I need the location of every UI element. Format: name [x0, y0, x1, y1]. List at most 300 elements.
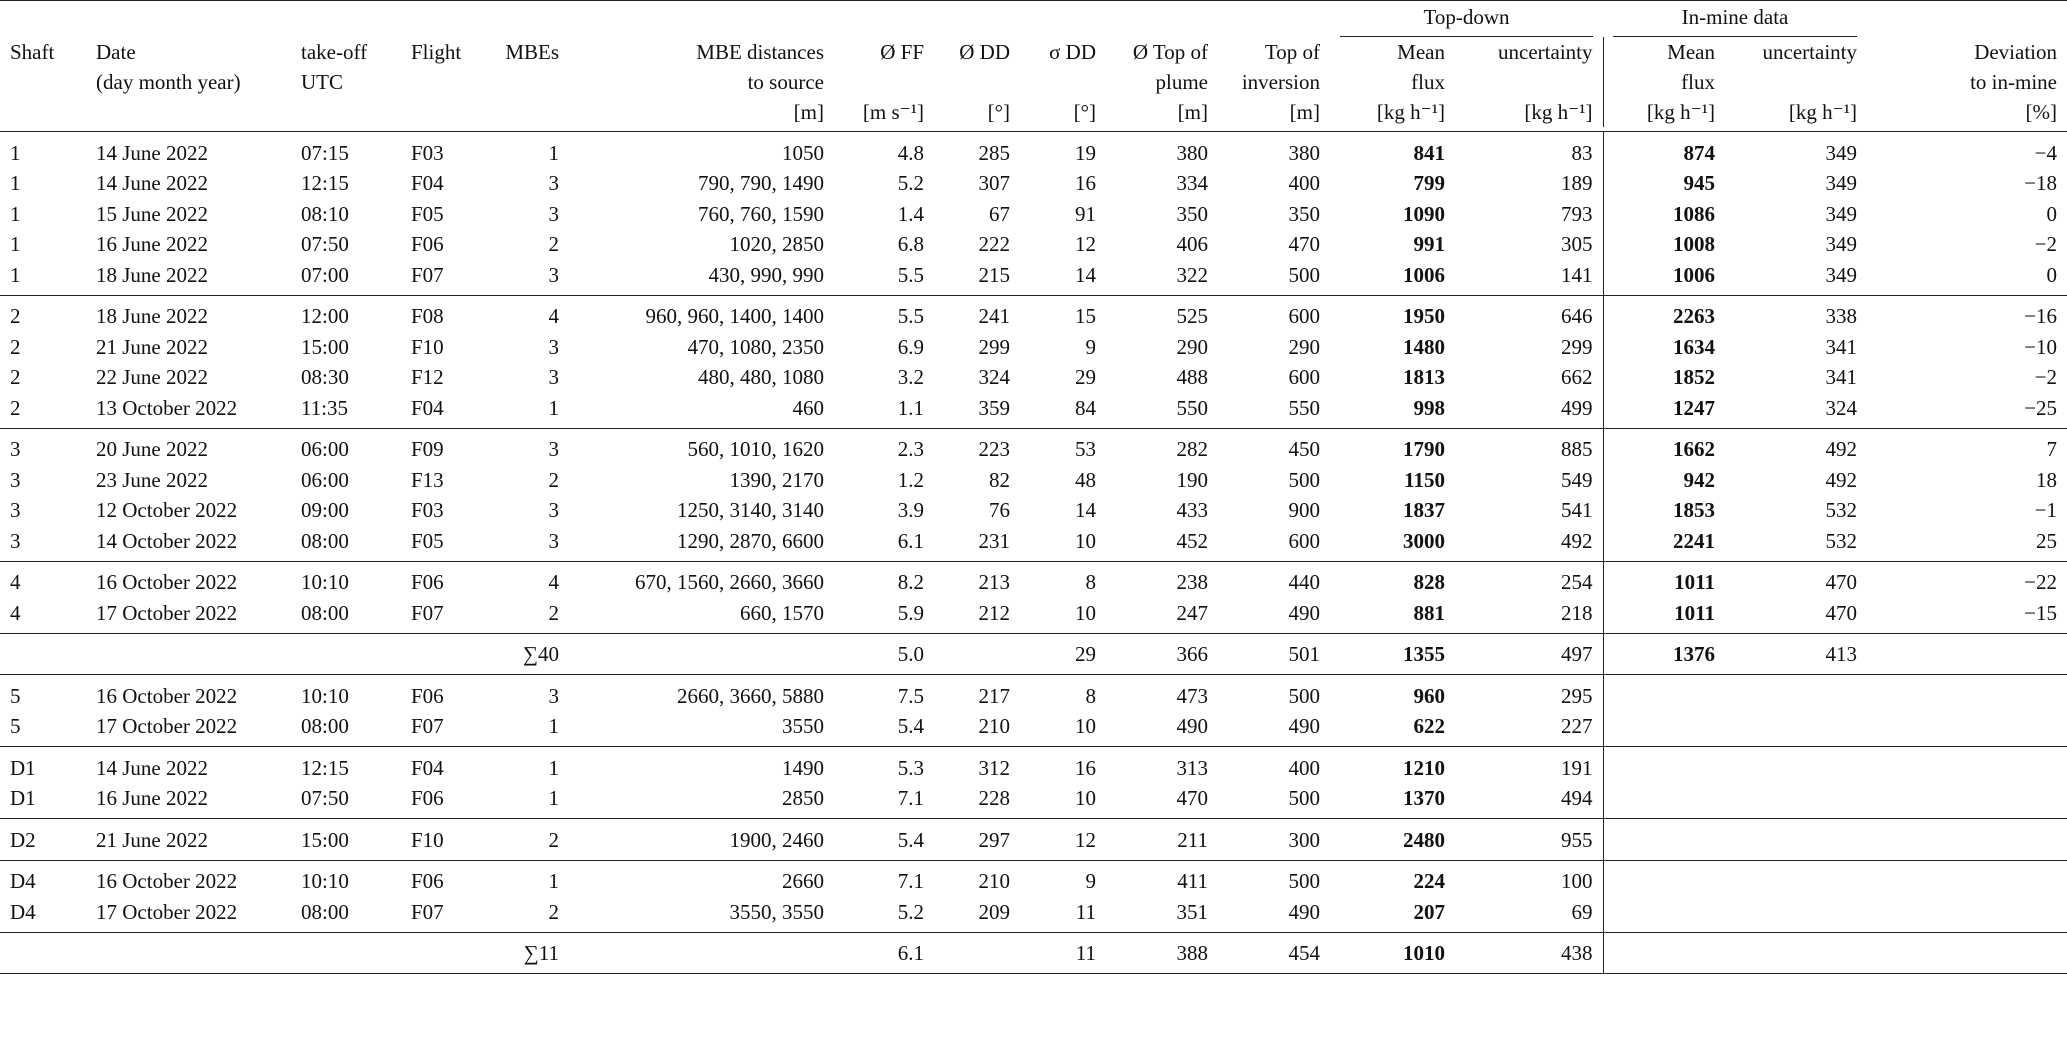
cell-deviation	[1867, 897, 2067, 932]
cell-deviation	[1867, 784, 2067, 819]
cell-sigma-dd: 14	[1075, 262, 1096, 287]
cell-sigma-dd: 9	[1085, 334, 1096, 359]
cell-im-uncertainty: 349	[1825, 140, 1857, 165]
header-mbe-distances-line1: MBE distances	[696, 40, 824, 64]
cell-flight: F04	[411, 755, 444, 780]
cell-flight: F10	[411, 334, 444, 359]
cell-im-mean-flux: 2263	[1673, 304, 1715, 329]
cell-sigma-dd: 10	[1075, 600, 1096, 625]
cell-td-uncertainty: 141	[1455, 260, 1603, 295]
cell-sigma-dd: 10	[1075, 786, 1096, 811]
cell-shaft: 4	[10, 570, 21, 595]
cell-mbes: 2	[548, 827, 559, 852]
cell-deviation	[1867, 932, 2067, 974]
table-block	[0, 428, 2067, 561]
cell-shaft: 2	[10, 304, 21, 329]
header-sigma-dd-line3: [°]	[1073, 100, 1096, 124]
header-shaft-line1: Shaft	[10, 40, 55, 64]
cell-flight: F03	[411, 498, 444, 523]
cell-td-uncertainty: 189	[1455, 169, 1603, 200]
table-row	[0, 169, 2067, 200]
cell-dd: 76	[989, 498, 1010, 523]
cell-ff: 5.2	[897, 171, 924, 196]
cell-shaft: 1	[10, 262, 21, 287]
table-row	[0, 819, 2067, 861]
table-row	[0, 526, 2067, 561]
cell-top-plume: 411	[1177, 869, 1208, 894]
cell-top-inversion: 350	[1288, 201, 1320, 226]
cell-mbes: 1	[548, 786, 559, 811]
header-deviation-line2: to in-mine	[1970, 70, 2057, 94]
cell-top-plume: 452	[1176, 528, 1208, 553]
cell-mbes: 3	[548, 365, 559, 390]
cell-im-uncertainty	[1725, 784, 1867, 819]
cell-mbe-distances: 760, 760, 1590	[698, 201, 824, 226]
cell-shaft: D4	[10, 869, 36, 894]
header-im-mean-flux-line2: flux	[1681, 70, 1715, 94]
cell-dd	[934, 932, 1020, 974]
cell-mbe-distances: 1050	[782, 140, 824, 165]
cell-im-mean-flux	[1603, 712, 1725, 747]
cell-im-mean-flux	[1603, 932, 1725, 974]
cell-date: 16 June 2022	[96, 786, 208, 811]
cell-td-mean-flux: 1370	[1403, 786, 1445, 811]
cell-ff: 7.1	[897, 869, 924, 894]
cell-ff: 7.1	[897, 786, 924, 811]
cell-im-mean-flux: 874	[1683, 140, 1715, 165]
cell-dd: 324	[978, 365, 1010, 390]
cell-takeoff: 12:15	[301, 171, 349, 196]
table-row	[0, 860, 2067, 897]
cell-date: 14 June 2022	[96, 171, 208, 196]
cell-deviation: −4	[2034, 140, 2057, 165]
cell-shaft: 1	[10, 201, 21, 226]
cell-takeoff: 12:15	[301, 755, 349, 780]
cell-deviation: 18	[2036, 467, 2057, 492]
cell-flight	[401, 932, 487, 974]
cell-date: 15 June 2022	[96, 201, 208, 226]
header-im-uncertainty-line1: uncertainty	[1762, 40, 1857, 64]
cell-date: 16 June 2022	[96, 232, 208, 257]
cell-im-mean-flux: 1852	[1673, 365, 1715, 390]
cell-im-mean-flux: 1086	[1673, 201, 1715, 226]
cell-takeoff: 09:00	[301, 498, 349, 523]
cell-td-mean-flux: 1010	[1403, 941, 1445, 966]
cell-flight: F13	[411, 467, 444, 492]
cell-im-mean-flux: 1662	[1673, 437, 1715, 462]
cell-td-mean-flux: 1950	[1403, 304, 1445, 329]
cell-dd: 307	[978, 171, 1010, 196]
cell-dd: 210	[978, 714, 1010, 739]
cell-date: 18 June 2022	[96, 262, 208, 287]
cell-sigma-dd: 14	[1075, 498, 1096, 523]
header-im-mean-flux-line1: Mean	[1667, 40, 1715, 64]
cell-td-mean-flux: 998	[1413, 395, 1445, 420]
cell-sigma-dd: 19	[1075, 140, 1096, 165]
cell-mbes: 1	[548, 714, 559, 739]
cell-dd	[934, 633, 1020, 675]
cell-im-mean-flux	[1603, 897, 1725, 932]
cell-shaft: 5	[10, 683, 21, 708]
cell-dd: 209	[978, 899, 1010, 924]
cell-takeoff: 08:30	[301, 365, 349, 390]
cell-deviation	[1867, 747, 2067, 784]
cell-td-uncertainty: 549	[1455, 465, 1603, 496]
cell-top-inversion: 500	[1288, 869, 1320, 894]
cell-im-uncertainty: 324	[1825, 395, 1857, 420]
cell-sigma-dd: 48	[1075, 467, 1096, 492]
cell-td-uncertainty: 955	[1455, 819, 1603, 861]
cell-shaft: 1	[10, 232, 21, 257]
table-row	[0, 230, 2067, 261]
cell-mbe-distances: 1250, 3140, 3140	[677, 498, 824, 523]
cell-top-plume: 406	[1176, 232, 1208, 257]
cell-flight: F04	[411, 171, 444, 196]
cell-mbes: 2	[548, 467, 559, 492]
cell-mbes: 1	[548, 755, 559, 780]
cell-takeoff: 07:50	[301, 232, 349, 257]
cell-td-uncertainty: 497	[1455, 633, 1603, 675]
cell-im-uncertainty	[1725, 712, 1867, 747]
cell-shaft: 1	[10, 140, 21, 165]
cell-top-plume: 334	[1176, 171, 1208, 196]
cell-top-inversion: 400	[1288, 171, 1320, 196]
cell-td-uncertainty: 218	[1455, 598, 1603, 633]
cell-ff: 3.9	[897, 498, 924, 523]
cell-mbe-distances: 660, 1570	[740, 600, 824, 625]
cell-deviation: −15	[2024, 600, 2057, 625]
cell-shaft	[0, 932, 86, 974]
cell-date: 14 October 2022	[96, 528, 238, 553]
cell-date	[86, 633, 291, 675]
cell-im-uncertainty: 492	[1825, 437, 1857, 462]
cell-takeoff: 10:10	[301, 570, 349, 595]
cell-takeoff: 10:10	[301, 869, 349, 894]
cell-ff: 6.8	[897, 232, 924, 257]
cell-deviation: −2	[2034, 365, 2057, 390]
cell-top-plume: 366	[1176, 642, 1208, 667]
table-row	[0, 332, 2067, 363]
cell-flight: F06	[411, 786, 444, 811]
cell-mbes: 3	[548, 201, 559, 226]
cell-im-mean-flux	[1603, 819, 1725, 861]
cell-mbe-distances: 470, 1080, 2350	[687, 334, 824, 359]
cell-deviation: −22	[2024, 570, 2057, 595]
cell-shaft: 3	[10, 528, 21, 553]
cell-flight: F10	[411, 827, 444, 852]
cell-mbes: 4	[548, 304, 559, 329]
cell-flight: F07	[411, 714, 444, 739]
cell-deviation	[1867, 860, 2067, 897]
cell-sigma-dd: 16	[1075, 755, 1096, 780]
cell-deviation: 7	[2046, 437, 2057, 462]
cell-td-mean-flux: 1355	[1403, 642, 1445, 667]
cell-flight: F06	[411, 683, 444, 708]
cell-dd: 212	[978, 600, 1010, 625]
cell-top-inversion: 300	[1288, 827, 1320, 852]
cell-ff: 5.4	[897, 714, 924, 739]
cell-mbes: 3	[548, 437, 559, 462]
header-top-plume-line2: plume	[1155, 70, 1208, 94]
cell-im-uncertainty: 338	[1825, 304, 1857, 329]
header-shaft-line3	[0, 97, 86, 127]
cell-date: 17 October 2022	[96, 714, 238, 739]
cell-td-uncertainty: 662	[1455, 363, 1603, 394]
header-top-inversion-line1: Top of	[1264, 40, 1320, 64]
cell-flight: F09	[411, 437, 444, 462]
cell-td-mean-flux: 1790	[1403, 437, 1445, 462]
cell-mbes: 1	[548, 869, 559, 894]
cell-im-uncertainty: 349	[1825, 171, 1857, 196]
cell-shaft: 2	[10, 334, 21, 359]
cell-flight: F07	[411, 600, 444, 625]
cell-ff: 5.2	[897, 899, 924, 924]
cell-deviation	[1867, 712, 2067, 747]
cell-top-inversion: 501	[1288, 642, 1320, 667]
cell-top-plume: 380	[1176, 140, 1208, 165]
cell-mbe-distances: 460	[792, 395, 824, 420]
cell-shaft: 3	[10, 437, 21, 462]
cell-flight: F05	[411, 201, 444, 226]
cell-ff: 8.2	[897, 570, 924, 595]
cell-takeoff: 08:10	[301, 201, 349, 226]
cell-deviation: −16	[2024, 304, 2057, 329]
cell-shaft	[0, 633, 86, 675]
cell-td-mean-flux: 207	[1413, 899, 1445, 924]
cell-top-inversion: 500	[1288, 683, 1320, 708]
cell-mbe-distances: 1020, 2850	[729, 232, 824, 257]
cell-im-uncertainty	[1725, 747, 1867, 784]
cell-top-inversion: 500	[1288, 467, 1320, 492]
cell-mbe-distances: 790, 790, 1490	[698, 171, 824, 196]
cell-im-uncertainty	[1725, 675, 1867, 712]
cell-deviation: 25	[2036, 528, 2057, 553]
cell-dd: 312	[978, 755, 1010, 780]
table-block	[0, 932, 2067, 974]
cell-ff: 5.5	[897, 262, 924, 287]
cell-deviation	[1867, 633, 2067, 675]
cell-dd: 359	[978, 395, 1010, 420]
cell-mbes: 4	[548, 570, 559, 595]
header-takeoff-line1: take-off	[301, 40, 368, 64]
cell-im-mean-flux: 1247	[1673, 395, 1715, 420]
cell-im-uncertainty	[1725, 897, 1867, 932]
cell-sigma-dd: 11	[1075, 941, 1096, 966]
cell-flight: F08	[411, 304, 444, 329]
table-block	[0, 860, 2067, 932]
cell-td-uncertainty: 541	[1455, 496, 1603, 527]
cell-im-mean-flux: 1634	[1673, 334, 1715, 359]
header-mbes-line2	[487, 67, 569, 97]
table-row	[0, 784, 2067, 819]
cell-deviation: −1	[2034, 498, 2057, 523]
cell-td-mean-flux: 1813	[1403, 365, 1445, 390]
cell-top-plume: 351	[1176, 899, 1208, 924]
cell-ff: 7.5	[897, 683, 924, 708]
cell-ff: 5.3	[897, 755, 924, 780]
cell-takeoff: 07:15	[301, 140, 349, 165]
header-td-mean-flux-line1: Mean	[1397, 40, 1445, 64]
cell-deviation	[1867, 819, 2067, 861]
cell-shaft: D1	[10, 755, 36, 780]
cell-date: 18 June 2022	[96, 304, 208, 329]
cell-td-uncertainty: 499	[1455, 393, 1603, 428]
table-row	[0, 598, 2067, 633]
cell-td-mean-flux: 1150	[1404, 467, 1445, 492]
cell-td-mean-flux: 224	[1413, 869, 1445, 894]
cell-top-plume: 190	[1176, 467, 1208, 492]
cell-takeoff: 08:00	[301, 528, 349, 553]
cell-mbe-distances: 1490	[782, 755, 824, 780]
cell-date: 23 June 2022	[96, 467, 208, 492]
cell-im-uncertainty: 349	[1825, 201, 1857, 226]
table-row	[0, 561, 2067, 598]
cell-dd: 231	[978, 528, 1010, 553]
cell-top-inversion: 454	[1288, 941, 1320, 966]
cell-top-inversion: 380	[1288, 140, 1320, 165]
cell-im-uncertainty: 492	[1825, 467, 1857, 492]
header-ff-line2	[834, 67, 934, 97]
cell-top-inversion: 600	[1288, 304, 1320, 329]
cell-im-mean-flux: 2241	[1673, 528, 1715, 553]
cell-takeoff: 15:00	[301, 334, 349, 359]
group-label-topdown: Top-down	[1340, 5, 1593, 37]
cell-mbes: 3	[548, 171, 559, 196]
cell-top-plume: 473	[1176, 683, 1208, 708]
header-flight-line3	[401, 97, 487, 127]
cell-flight: F05	[411, 528, 444, 553]
cell-td-uncertainty: 69	[1455, 897, 1603, 932]
cell-flight: F06	[411, 869, 444, 894]
cell-td-mean-flux: 799	[1413, 171, 1445, 196]
cell-top-inversion: 600	[1288, 528, 1320, 553]
summary-row	[0, 932, 2067, 974]
table-block	[0, 561, 2067, 633]
header-top-inversion-line3: [m]	[1289, 100, 1320, 124]
table-row	[0, 199, 2067, 230]
cell-sigma-dd: 29	[1075, 642, 1096, 667]
cell-top-inversion: 440	[1288, 570, 1320, 595]
cell-ff: 6.1	[897, 528, 924, 553]
cell-td-mean-flux: 1210	[1403, 755, 1445, 780]
cell-mbe-distances: 480, 480, 1080	[698, 365, 824, 390]
cell-takeoff: 10:10	[301, 683, 349, 708]
cell-td-uncertainty: 793	[1455, 199, 1603, 230]
cell-takeoff: 07:50	[301, 786, 349, 811]
table-header	[0, 1, 2067, 132]
cell-top-inversion: 400	[1288, 755, 1320, 780]
cell-takeoff: 06:00	[301, 437, 349, 462]
cell-top-plume: 488	[1176, 365, 1208, 390]
header-date-line3	[86, 97, 291, 127]
cell-im-uncertainty: 532	[1825, 528, 1857, 553]
table-row	[0, 260, 2067, 295]
cell-mbe-distances: 1900, 2460	[729, 827, 824, 852]
cell-td-mean-flux: 841	[1413, 140, 1445, 165]
cell-dd: 82	[989, 467, 1010, 492]
cell-flight: F06	[411, 232, 444, 257]
cell-td-mean-flux: 1090	[1403, 201, 1445, 226]
cell-sigma-dd: 16	[1075, 171, 1096, 196]
cell-dd: 223	[978, 437, 1010, 462]
cell-mbe-distances: 960, 960, 1400, 1400	[645, 304, 824, 329]
header-mbes-line1: MBEs	[505, 40, 559, 64]
cell-top-plume: 550	[1176, 395, 1208, 420]
cell-sigma-dd: 10	[1075, 528, 1096, 553]
cell-im-mean-flux: 1011	[1674, 600, 1715, 625]
header-deviation-line3: [%]	[2025, 100, 2057, 124]
table-block	[0, 132, 2067, 296]
cell-date: 14 June 2022	[96, 755, 208, 780]
cell-im-mean-flux	[1603, 747, 1725, 784]
header-date-line1: Date	[96, 40, 136, 64]
cell-td-uncertainty: 494	[1455, 784, 1603, 819]
cell-td-uncertainty: 83	[1455, 132, 1603, 169]
cell-im-uncertainty: 349	[1825, 232, 1857, 257]
cell-sigma-dd: 8	[1085, 570, 1096, 595]
cell-td-uncertainty: 305	[1455, 230, 1603, 261]
header-flight-line1: Flight	[411, 40, 462, 64]
cell-ff: 4.8	[897, 140, 924, 165]
cell-td-mean-flux: 1837	[1403, 498, 1445, 523]
cell-shaft: 1	[10, 171, 21, 196]
cell-flight: F12	[411, 365, 444, 390]
header-mbe-distances-line3: [m]	[793, 100, 824, 124]
header-mbe-distances-line2: to source	[747, 70, 824, 94]
cell-ff: 5.0	[897, 642, 924, 667]
cell-dd: 222	[978, 232, 1010, 257]
cell-takeoff	[291, 932, 401, 974]
cell-td-mean-flux: 3000	[1403, 528, 1445, 553]
cell-sigma-dd: 91	[1075, 201, 1096, 226]
cell-td-mean-flux: 881	[1413, 600, 1445, 625]
header-takeoff-line2: UTC	[301, 70, 343, 94]
cell-top-inversion: 490	[1288, 899, 1320, 924]
cell-date: 16 October 2022	[96, 869, 238, 894]
cell-mbe-distances: 1390, 2170	[729, 467, 824, 492]
cell-td-uncertainty: 646	[1455, 295, 1603, 332]
cell-ff: 6.9	[897, 334, 924, 359]
cell-takeoff: 07:00	[301, 262, 349, 287]
table-row	[0, 295, 2067, 332]
cell-im-mean-flux	[1603, 675, 1725, 712]
cell-im-uncertainty	[1725, 860, 1867, 897]
cell-td-mean-flux: 960	[1413, 683, 1445, 708]
header-takeoff-line3	[291, 97, 401, 127]
table-row	[0, 428, 2067, 465]
table-row	[0, 897, 2067, 932]
cell-top-plume: 350	[1176, 201, 1208, 226]
cell-mbes: 1	[548, 140, 559, 165]
cell-td-uncertainty: 492	[1455, 526, 1603, 561]
header-sigma-dd-line2	[1020, 67, 1106, 97]
cell-top-inversion: 550	[1288, 395, 1320, 420]
table-row	[0, 712, 2067, 747]
cell-top-inversion: 290	[1288, 334, 1320, 359]
cell-deviation: −2	[2034, 232, 2057, 257]
cell-date: 20 June 2022	[96, 437, 208, 462]
cell-top-plume: 247	[1176, 600, 1208, 625]
cell-top-plume: 313	[1176, 755, 1208, 780]
cell-flight: F04	[411, 395, 444, 420]
cell-takeoff	[291, 633, 401, 675]
cell-td-mean-flux: 1006	[1403, 262, 1445, 287]
cell-td-mean-flux: 2480	[1403, 827, 1445, 852]
cell-date: 16 October 2022	[96, 570, 238, 595]
header-td-uncertainty-line2	[1455, 67, 1603, 97]
cell-im-mean-flux: 945	[1683, 171, 1715, 196]
cell-mbe-distances: 2660	[782, 869, 824, 894]
